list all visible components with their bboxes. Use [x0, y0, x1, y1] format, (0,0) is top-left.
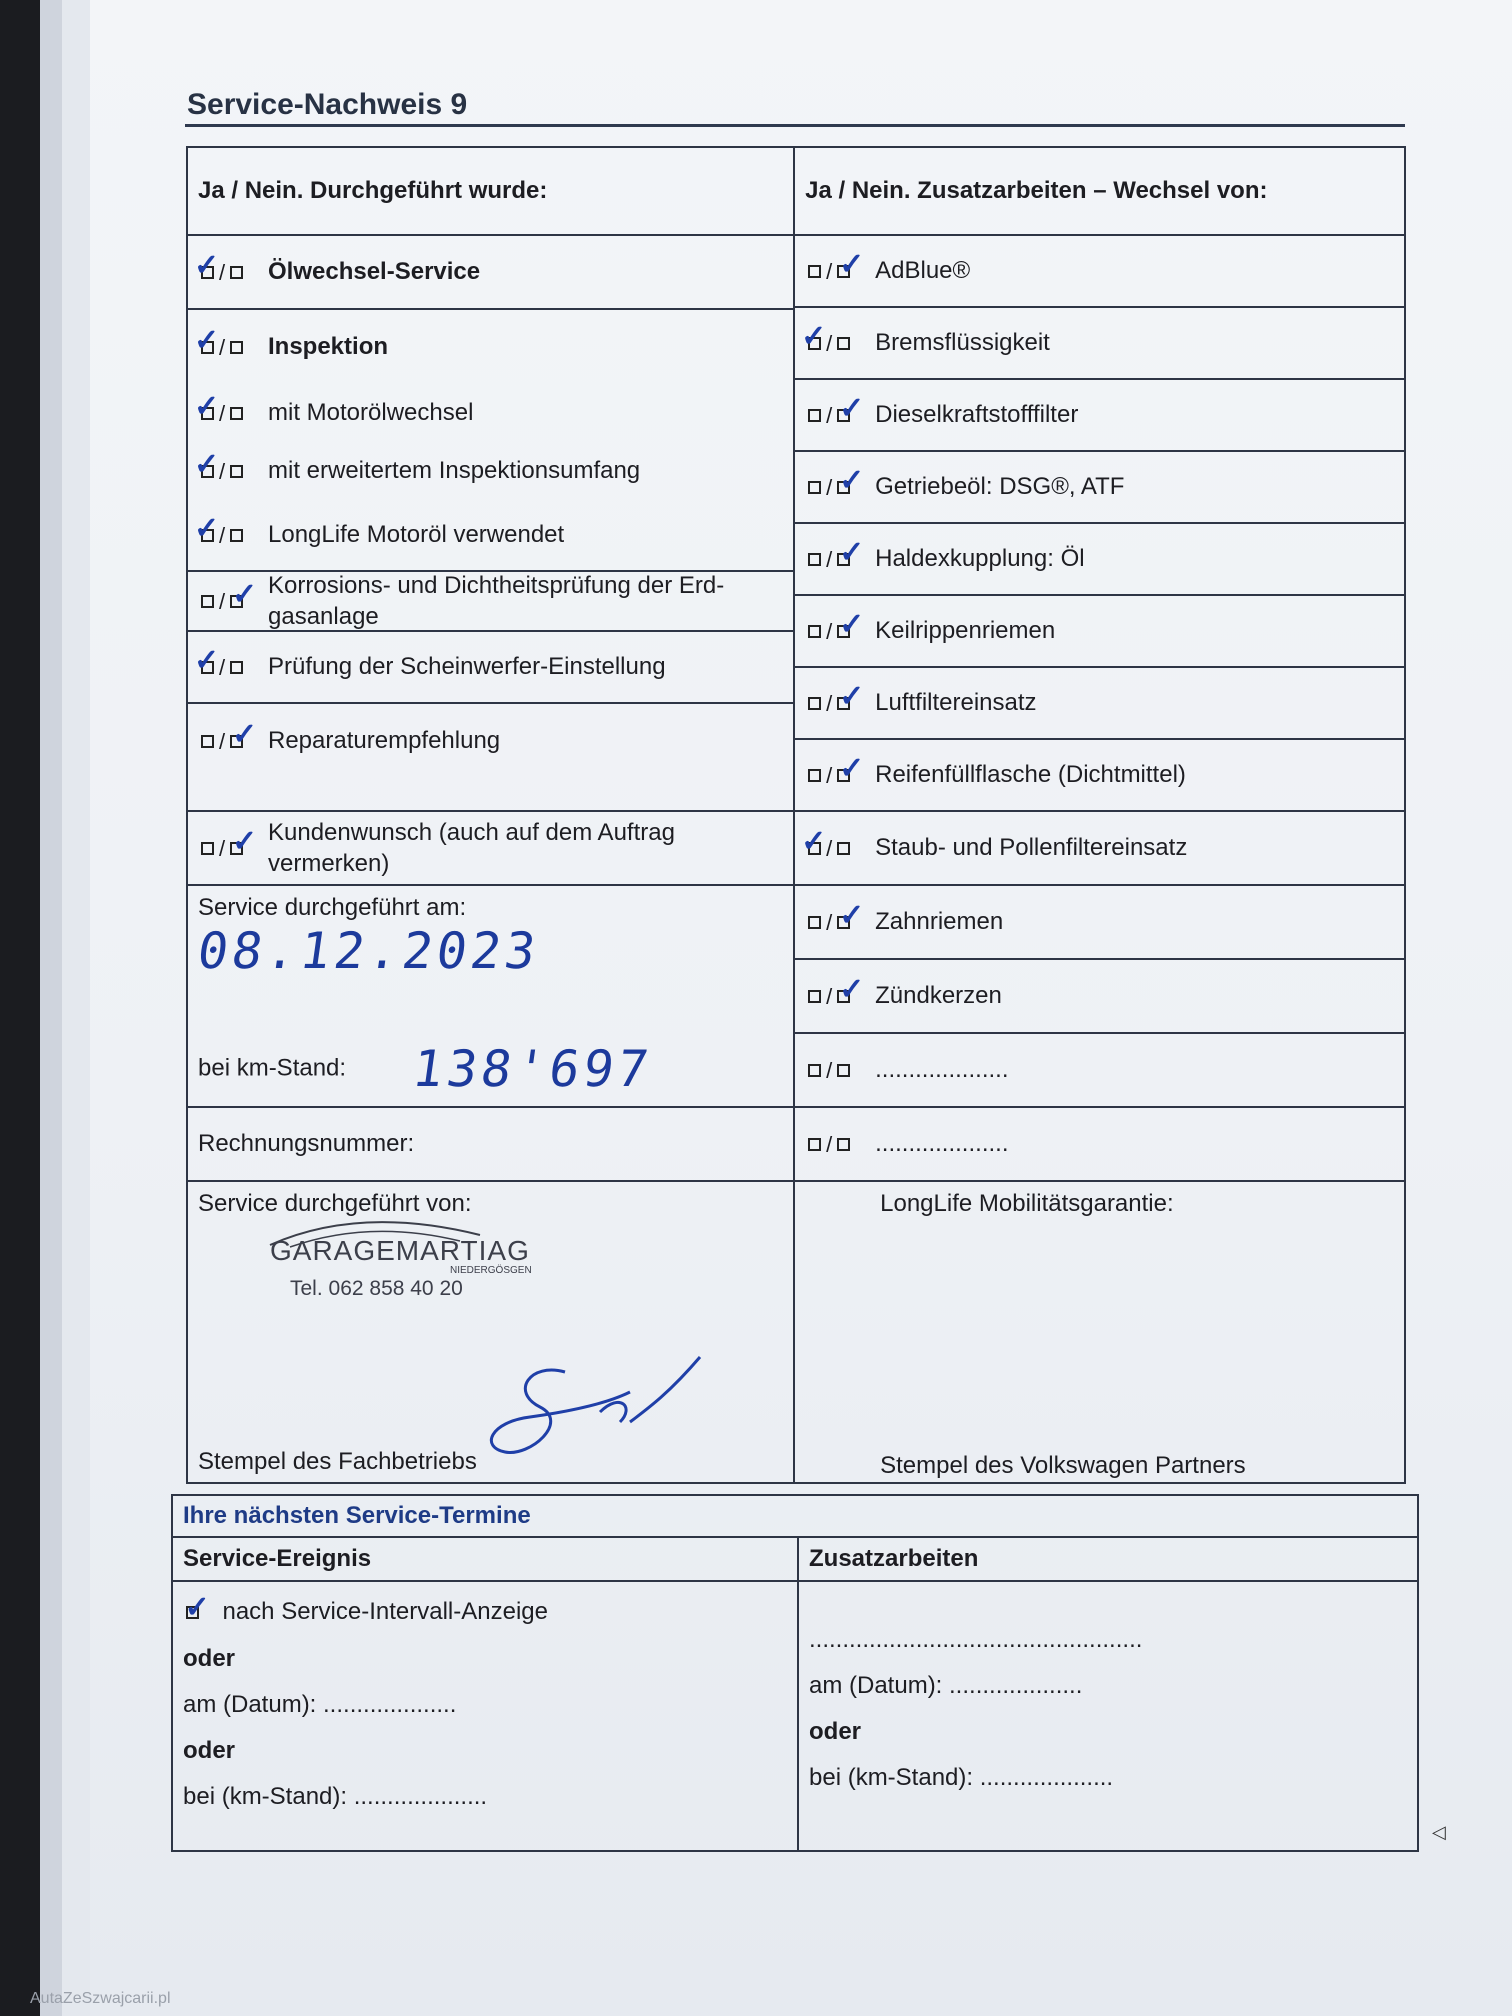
left-item-4-tick-yes: ✓ [194, 512, 220, 545]
right-item-label: Getriebeöl: DSG®, ATF [875, 473, 1125, 501]
left-item-label: LongLife Motoröl verwendet [268, 521, 565, 549]
right-item-1-no-checkbox[interactable] [837, 337, 850, 350]
extra-oder: oder [809, 1718, 862, 1745]
right-item-7-yes-checkbox[interactable] [808, 769, 821, 782]
left-row [187, 811, 794, 885]
left-item-label: mit erweitertem Inspektionsumfang [268, 457, 641, 485]
right-header: Ja / Nein. Zusatzarbeiten – Wechsel von: [794, 147, 1405, 235]
stamp-phone: Tel. 062 858 40 20 [290, 1277, 463, 1300]
km-handwritten: 138'697 [408, 1040, 656, 1098]
right-row [794, 523, 1405, 595]
right-item-0-yes-checkbox[interactable] [808, 265, 821, 278]
left-item [188, 236, 793, 310]
next-date-line: am (Datum): .................... [183, 1691, 457, 1718]
right-item-0-tick-no: ✓ [839, 248, 865, 282]
right-item-label: Zahnriemen [875, 908, 1004, 936]
invoice-label: Rechnungsnummer: [198, 1130, 415, 1157]
stamp-left-label: Stempel des Fachbetriebs [198, 1448, 477, 1475]
left-item [188, 384, 793, 442]
right-item-3-yes-checkbox[interactable] [808, 481, 821, 494]
left-item-8-yes-checkbox[interactable] [201, 842, 214, 855]
left-item-3-yes-no: / ✓ [198, 457, 268, 485]
right-row [794, 595, 1405, 667]
signature [470, 1352, 710, 1472]
left-item [188, 500, 793, 572]
page-title: Service-Nachweis 9 [187, 88, 468, 121]
right-item-7-yes-no: / ✓ [805, 761, 875, 789]
right-item-9-yes-checkbox[interactable] [808, 916, 821, 929]
right-item-12-no-checkbox[interactable] [837, 1138, 850, 1151]
left-item-0-yes-no: / ✓ [198, 258, 268, 286]
right-item-5-tick-no: ✓ [839, 608, 865, 642]
left-item-7-tick-no: ✓ [232, 718, 258, 751]
right-row [794, 667, 1405, 739]
service-date-handwritten: 08.12.2023 [193, 922, 544, 980]
right-item-9-yes-no: / ✓ [805, 908, 875, 936]
right-item-2-yes-no: / ✓ [805, 401, 875, 429]
right-item-11-yes-checkbox[interactable] [808, 1064, 821, 1077]
left-item-label: Kundenwunsch (auch auf dem Auftrag vermerken) [268, 818, 675, 877]
right-item-0-yes-no: / ✓ [805, 257, 875, 285]
right-item-10-tick-no: ✓ [839, 973, 865, 1007]
garage-stamp [270, 1235, 530, 1301]
service-date-label: Service durchgeführt am: [198, 894, 467, 921]
right-row [794, 451, 1405, 523]
col-service-event: Service-Ereignis [172, 1537, 798, 1581]
right-item-label: Haldexkupplung: Öl [875, 545, 1085, 573]
left-item-3-no-checkbox[interactable] [230, 465, 243, 478]
left-item-4-no-checkbox[interactable] [230, 529, 243, 542]
left-item [188, 310, 793, 384]
service-date-cell [187, 885, 794, 1107]
stamp-roof-arc [260, 1215, 490, 1255]
right-item-3-yes-no: / ✓ [805, 473, 875, 501]
service-event-cell [172, 1581, 798, 1851]
right-item-10-yes-checkbox[interactable] [808, 990, 821, 1003]
title-rule [185, 124, 1405, 127]
right-item-8-tick-yes: ✓ [801, 825, 827, 859]
extra-date-line: am (Datum): .................... [809, 1672, 1083, 1699]
right-item-12-yes-no: / [805, 1130, 875, 1158]
next-service-title: Ihre nächsten Service-Termine [172, 1495, 1418, 1537]
right-item-label: Luftfiltereinsatz [875, 689, 1037, 717]
extra-work-cell [798, 1581, 1418, 1851]
left-item-5-yes-no: / ✓ [198, 587, 268, 615]
right-item-4-yes-checkbox[interactable] [808, 553, 821, 566]
left-item-6-no-checkbox[interactable] [230, 661, 243, 674]
left-item-5-tick-no: ✓ [232, 578, 258, 611]
right-row [794, 1033, 1405, 1107]
right-item-7-tick-no: ✓ [839, 752, 865, 786]
right-item-label: .................... [875, 1056, 1009, 1084]
left-item [188, 704, 793, 778]
left-item-label: Inspektion [268, 333, 389, 361]
left-item-1-tick-yes: ✓ [194, 324, 220, 357]
right-item-2-tick-no: ✓ [839, 392, 865, 426]
extra-dots: .................................................. [809, 1626, 1143, 1653]
right-item-3-tick-no: ✓ [839, 464, 865, 498]
left-item-0-tick-yes: ✓ [194, 249, 220, 282]
right-row [794, 307, 1405, 379]
left-item-4-yes-no: / ✓ [198, 521, 268, 549]
right-item-6-tick-no: ✓ [839, 680, 865, 714]
left-item-2-no-checkbox[interactable] [230, 407, 243, 420]
mobility-label: LongLife Mobilitätsgarantie: [880, 1190, 1174, 1217]
right-item-1-tick-yes: ✓ [801, 320, 827, 354]
left-item-1-no-checkbox[interactable] [230, 341, 243, 354]
right-item-1-yes-no: / ✓ [805, 329, 875, 357]
left-item-0-no-checkbox[interactable] [230, 266, 243, 279]
right-item-label: Zündkerzen [875, 982, 1002, 1010]
left-item-label: Korrosions- und Dichtheitsprüfung der Erd- gasanlage [268, 571, 725, 630]
left-item [188, 632, 793, 704]
stamp-town: NIEDERGÖSGEN [450, 1265, 532, 1276]
right-item-11-yes-no: / [805, 1056, 875, 1084]
left-item-label: Ölwechsel-Service [268, 258, 481, 286]
left-item-7-yes-no: / ✓ [198, 727, 268, 755]
right-item-5-yes-no: / ✓ [805, 617, 875, 645]
right-item-4-yes-no: / ✓ [805, 545, 875, 573]
left-item [188, 442, 793, 500]
left-item-label: Reparaturempfehlung [268, 727, 501, 755]
left-item-1-yes-no: / ✓ [198, 333, 268, 361]
left-checklist [188, 236, 793, 778]
left-header: Ja / Nein. Durchgeführt wurde: [187, 147, 794, 235]
km-label: bei km-Stand: [198, 1054, 347, 1082]
right-item-label: .................... [875, 1130, 1009, 1158]
right-item-label: Reifenfüllflasche (Dichtmittel) [875, 761, 1186, 789]
right-item-12-yes-checkbox[interactable] [808, 1138, 821, 1151]
right-item-11-no-checkbox[interactable] [837, 1064, 850, 1077]
page-marker-icon: ◁ [1432, 1822, 1446, 1842]
right-item-4-tick-no: ✓ [839, 536, 865, 570]
left-item-8-yes-no: / ✓ [198, 834, 268, 862]
left-checklist-cell [187, 235, 794, 811]
right-item-label: AdBlue® [875, 257, 971, 285]
next-km-line: bei (km-Stand): .................... [183, 1783, 488, 1810]
right-item-6-yes-checkbox[interactable] [808, 697, 821, 710]
left-item-6-yes-no: / ✓ [198, 653, 268, 681]
next-service-table [171, 1494, 1419, 1852]
right-item-label: Dieselkraftstofffilter [875, 401, 1079, 429]
right-row [794, 739, 1405, 811]
right-item-8-yes-no: / ✓ [805, 834, 875, 862]
col-extra-work: Zusatzarbeiten [798, 1537, 1418, 1581]
right-item-9-tick-no: ✓ [839, 899, 865, 933]
right-row [794, 379, 1405, 451]
stamp-right-label: Stempel des Volkswagen Partners [880, 1452, 1246, 1479]
right-item-label: Bremsflüssigkeit [875, 329, 1050, 357]
left-item-5-yes-checkbox[interactable] [201, 595, 214, 608]
interval-label: nach Service-Intervall-Anzeige [222, 1598, 548, 1625]
right-item-label: Keilrippenriemen [875, 617, 1056, 645]
stamp-company-name: GARAGEMARTIAG [270, 1235, 530, 1266]
right-row [794, 959, 1405, 1033]
left-item [188, 572, 793, 632]
right-row [794, 235, 1405, 307]
right-item-5-yes-checkbox[interactable] [808, 625, 821, 638]
left-item-3-tick-yes: ✓ [194, 448, 220, 481]
mobility-cell [794, 1181, 1405, 1483]
right-row [794, 811, 1405, 885]
left-item-7-yes-checkbox[interactable] [201, 735, 214, 748]
oder-2: oder [183, 1737, 236, 1764]
interval-tick: ✓ [184, 1591, 210, 1624]
left-item-label: Prüfung der Scheinwerfer-Einstellung [268, 653, 666, 681]
extra-km-line: bei (km-Stand): .................... [809, 1764, 1114, 1791]
invoice-cell [187, 1107, 794, 1181]
performed-by-label: Service durchgeführt von: [198, 1190, 472, 1217]
right-row [794, 885, 1405, 959]
right-row [794, 1107, 1405, 1181]
right-item-label: Staub- und Pollenfiltereinsatz [875, 834, 1188, 862]
right-item-8-no-checkbox[interactable] [837, 842, 850, 855]
watermark: AutaZeSzwajcarii.pl [30, 1990, 171, 2007]
right-item-6-yes-no: / ✓ [805, 689, 875, 717]
oder-1: oder [183, 1645, 236, 1672]
left-item-8-tick-no: ✓ [232, 825, 258, 858]
left-item-2-yes-no: / ✓ [198, 399, 268, 427]
right-item-10-yes-no: / ✓ [805, 982, 875, 1010]
left-item-label: mit Motorölwechsel [268, 399, 474, 427]
left-item-6-tick-yes: ✓ [194, 644, 220, 677]
left-item-2-tick-yes: ✓ [194, 390, 220, 423]
right-item-2-yes-checkbox[interactable] [808, 409, 821, 422]
